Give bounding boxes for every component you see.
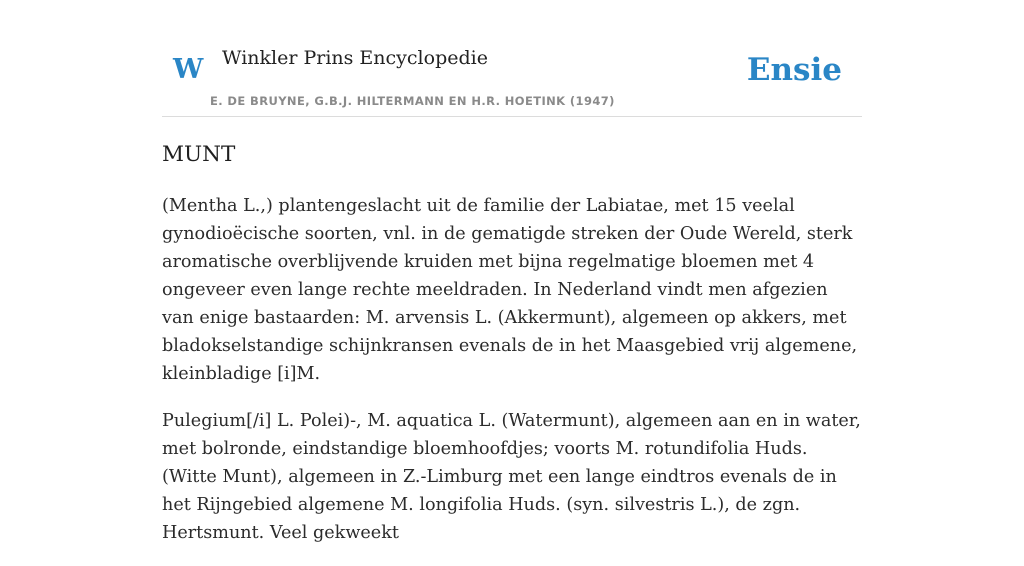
- brand-logo[interactable]: Ensie: [746, 52, 842, 88]
- publication-authors: E. DE BRUYNE, G.B.J. HILTERMANN EN H.R. HOETINK (1947): [210, 94, 615, 108]
- publication-title[interactable]: Winkler Prins Encyclopedie: [222, 47, 488, 69]
- site-header: [162, 0, 862, 117]
- article-paragraph: Pulegium[/i] L. Polei)-, M. aquatica L. (Watermunt), algemeen aan en in water, met bolronde, eindstandige bloemhoofdjes; voorts M. rotundifolia Huds. (Witte Munt), algemeen in Z.-Limburg met een lange eindtros evenals de in het Rijngebied algemene M. longifolia Huds. (syn. silvestris L.), de zgn. Hertsmunt. Veel gekweekt: [162, 411, 861, 543]
- page: [162, 0, 862, 543]
- article-title: MUNT: [162, 142, 236, 167]
- article-paragraph: (Mentha L.,) plantengeslacht uit de familie der Labiatae, met 15 veelal gynodioëcische soorten, vnl. in de gematigde streken der Oude Wereld, sterk aromatische overblijvende kruiden met bijna regelmatige bloemen met 4 ongeveer even lange rechte meeldraden. In Nederland vindt men afgezien van enige bastaarden: M. arvensis L. (Akkermunt), algemeen op akkers, met bladokselstandige schijnkransen evenals de in het Maasgebied vrij algemene, kleinbladige [i]M.: [162, 196, 858, 384]
- publication-logo[interactable]: W: [173, 54, 204, 85]
- article-body: [162, 192, 862, 566]
